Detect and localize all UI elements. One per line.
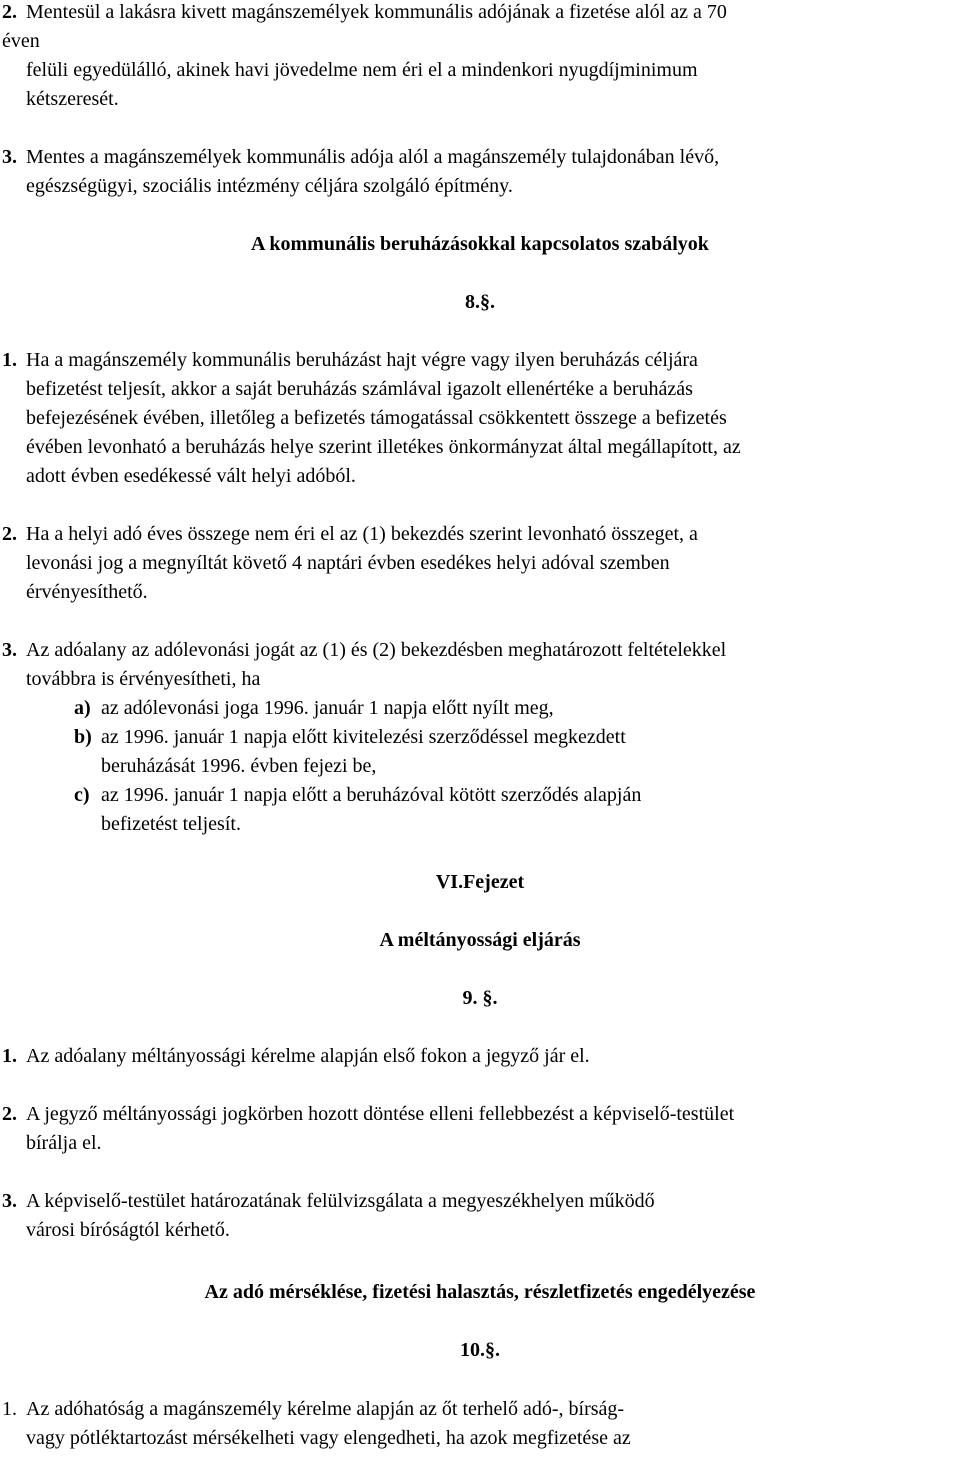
section-number: 9. §. xyxy=(462,987,498,1009)
chapter-title: A méltányossági eljárás xyxy=(379,929,581,951)
paragraph-line: Ha a helyi adó éves összege nem éri el az (1) bekezdés szerint levonható összeget, a xyxy=(26,523,698,545)
chapter-heading: VI.Fejezet xyxy=(435,871,525,893)
paragraph-line: A jegyző méltányossági jogkörben hozott döntése elleni fellebbezést a képviselő-testület xyxy=(26,1103,735,1125)
list-item-line: befizetést teljesít. xyxy=(101,813,241,835)
paragraph-line: Mentes a magánszemélyek kommunális adója alól a magánszemély tulajdonában lévő, xyxy=(26,146,720,168)
section-number: 10.§. xyxy=(460,1339,500,1361)
paragraph-line: éven xyxy=(2,30,40,52)
paragraph-number: 1. xyxy=(2,349,17,371)
section-heading: Az adó mérséklése, fizetési halasztás, részletfizetés engedélyezése xyxy=(204,1281,756,1303)
paragraph-line: Az adóhatóság a magánszemély kérelme alapján az őt terhelő adó-, bírság- xyxy=(26,1398,625,1420)
paragraph-number: 2. xyxy=(2,523,17,545)
paragraph-line: A képviselő-testület határozatának felülvizsgálata a megyeszékhelyen működő xyxy=(26,1190,655,1212)
section-heading: A kommunális beruházásokkal kapcsolatos szabályok xyxy=(251,233,709,255)
list-item-line: az 1996. január 1 napja előtt a beruházóval kötött szerződés alapján xyxy=(101,784,642,806)
paragraph-line: befizetést teljesít, akkor a saját beruházás számlával igazolt ellenértéke a beruházás xyxy=(26,378,693,400)
paragraph-line: továbbra is érvényesítheti, ha xyxy=(26,668,261,690)
list-item-label: c) xyxy=(74,784,90,806)
paragraph-line: Mentesül a lakásra kivett magánszemélyek kommunális adójának a fizetése alól az a 70 xyxy=(26,1,727,23)
paragraph-number: 2. xyxy=(2,1103,17,1125)
paragraph-line: városi bíróságtól kérhető. xyxy=(26,1219,230,1241)
list-item-label: a) xyxy=(74,697,91,719)
paragraph-line: Az adóalany méltányossági kérelme alapján első fokon a jegyző jár el. xyxy=(26,1045,590,1067)
paragraph-number: 3. xyxy=(2,639,17,661)
paragraph-line: vagy pótléktartozást mérsékelheti vagy elengedheti, ha azok megfizetése az xyxy=(26,1427,631,1449)
paragraph-line: érvényesíthető. xyxy=(26,581,148,603)
list-item-label: b) xyxy=(74,726,92,748)
paragraph-number: 3. xyxy=(2,146,17,168)
paragraph-line: befejezésének évében, illetőleg a befizetés támogatással csökkentett összege a befizetés xyxy=(26,407,727,429)
paragraph-number: 3. xyxy=(2,1190,17,1212)
paragraph-line: adott évben esedékessé vált helyi adóból. xyxy=(26,465,356,487)
list-item-line: az 1996. január 1 napja előtt kivitelezési szerződéssel megkezdett xyxy=(101,726,626,748)
paragraph-line: bírálja el. xyxy=(26,1132,102,1154)
paragraph-line: évében levonható a beruházás helye szerint illetékes önkormányzat által megállapított, az xyxy=(26,436,741,458)
paragraph-line: felüli egyedülálló, akinek havi jövedelme nem éri el a mindenkori nyugdíjminimum xyxy=(26,59,698,81)
paragraph-line: Az adóalany az adólevonási jogát az (1) és (2) bekezdésben meghatározott feltételekkel xyxy=(26,639,727,661)
paragraph-line: Ha a magánszemély kommunális beruházást hajt végre vagy ilyen beruházás céljára xyxy=(26,349,698,371)
list-item-line: az adólevonási joga 1996. január 1 napja előtt nyílt meg, xyxy=(101,697,554,719)
paragraph-line: levonási jog a megnyíltát követő 4 naptári évben esedékes helyi adóval szemben xyxy=(26,552,670,574)
paragraph-line: kétszeresét. xyxy=(26,88,119,110)
paragraph-number: 1. xyxy=(2,1398,17,1420)
paragraph-number: 1. xyxy=(2,1045,17,1067)
section-number: 8.§. xyxy=(465,291,495,313)
paragraph-number: 2. xyxy=(2,1,17,23)
paragraph-line: egészségügyi, szociális intézmény céljára szolgáló építmény. xyxy=(26,175,513,197)
list-item-line: beruházását 1996. évben fejezi be, xyxy=(101,755,377,777)
